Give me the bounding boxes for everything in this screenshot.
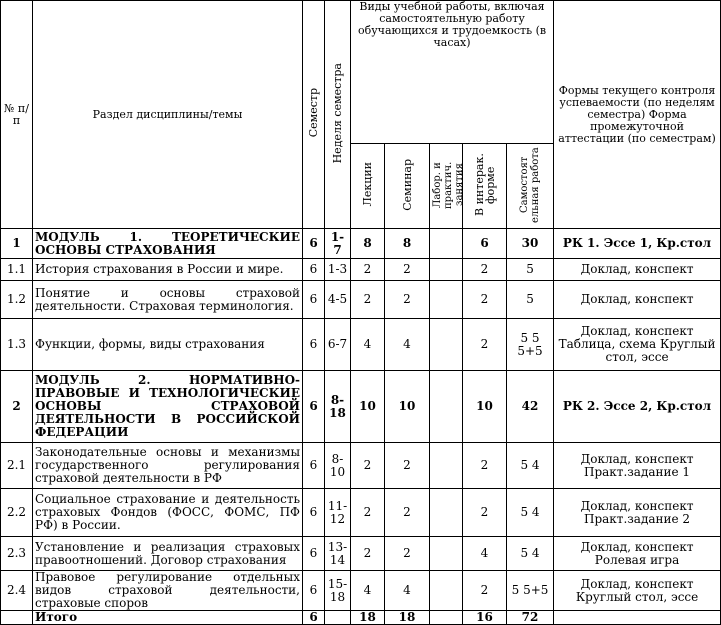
row-lab xyxy=(430,229,463,259)
row-interactive: 6 xyxy=(463,229,507,259)
row-seminar: 2 xyxy=(385,489,430,537)
row-self: 42 xyxy=(507,371,554,443)
row-semester: 6 xyxy=(303,611,325,625)
row-num: 1.1 xyxy=(1,259,33,281)
row-num: 2.4 xyxy=(1,571,33,611)
row-seminar: 4 xyxy=(385,571,430,611)
table-row xyxy=(1,281,721,319)
row-title: Правовое регулирование отдельных видов страховой деятельности, страховые споров xyxy=(33,571,303,611)
row-num: 2.2 xyxy=(1,489,33,537)
row-week: 15-18 xyxy=(325,571,351,611)
row-week: 6-7 xyxy=(325,319,351,371)
table-row xyxy=(1,259,721,281)
row-week: 8-10 xyxy=(325,443,351,489)
header-week: Неделя семестра xyxy=(325,1,351,229)
header-lab: Лабор. и практич. занятия xyxy=(430,144,463,229)
row-lab xyxy=(430,571,463,611)
header-self: Самостоят ельная работа xyxy=(507,144,554,229)
row-lab xyxy=(430,259,463,281)
row-form: Доклад, конспект xyxy=(554,259,721,281)
table-row-total xyxy=(1,611,721,625)
row-interactive: 16 xyxy=(463,611,507,625)
row-interactive: 2 xyxy=(463,443,507,489)
row-semester: 6 xyxy=(303,571,325,611)
row-lab xyxy=(430,537,463,571)
row-week: 4-5 xyxy=(325,281,351,319)
row-lectures: 2 xyxy=(351,281,385,319)
row-interactive: 2 xyxy=(463,281,507,319)
row-self: 30 xyxy=(507,229,554,259)
row-num: 1.2 xyxy=(1,281,33,319)
row-title: Установление и реализация страховых правоотношений. Договор страхования xyxy=(33,537,303,571)
table-row xyxy=(1,537,721,571)
row-lab xyxy=(430,611,463,625)
row-self: 5 4 xyxy=(507,443,554,489)
table-row xyxy=(1,229,721,259)
header-seminar: Семинар xyxy=(385,144,430,229)
row-seminar: 8 xyxy=(385,229,430,259)
row-semester: 6 xyxy=(303,229,325,259)
row-form: Доклад, конспект Круглый стол, эссе xyxy=(554,571,721,611)
row-semester: 6 xyxy=(303,489,325,537)
row-seminar: 10 xyxy=(385,371,430,443)
row-lectures: 2 xyxy=(351,443,385,489)
row-form: РК 2. Эссе 2, Кр.стол xyxy=(554,371,721,443)
row-lectures: 8 xyxy=(351,229,385,259)
row-self: 5 5 5+5 xyxy=(507,319,554,371)
row-self: 72 xyxy=(507,611,554,625)
header-num: № п/п xyxy=(1,1,33,229)
header-interactive: В интерак. форме xyxy=(463,144,507,229)
row-interactive: 4 xyxy=(463,537,507,571)
row-lectures: 2 xyxy=(351,537,385,571)
row-form: Доклад, конспект Практ.задание 2 xyxy=(554,489,721,537)
row-title: МОДУЛЬ 1. ТЕОРЕТИЧЕСКИЕ ОСНОВЫ СТРАХОВАНИЯ xyxy=(33,229,303,259)
row-lab xyxy=(430,443,463,489)
row-lab xyxy=(430,319,463,371)
row-num xyxy=(1,611,33,625)
header-semester: Семестр xyxy=(303,1,325,229)
row-form: Доклад, конспект Ролевая игра xyxy=(554,537,721,571)
row-lectures: 10 xyxy=(351,371,385,443)
row-seminar: 2 xyxy=(385,281,430,319)
row-title: История страхования в России и мире. xyxy=(33,259,303,281)
row-self: 5 5+5 xyxy=(507,571,554,611)
row-num: 2 xyxy=(1,371,33,443)
row-semester: 6 xyxy=(303,259,325,281)
header-row xyxy=(1,1,721,144)
row-self: 5 xyxy=(507,259,554,281)
row-form: Доклад, конспект xyxy=(554,281,721,319)
row-self: 5 xyxy=(507,281,554,319)
header-work-group: Виды учебной работы, включая самостоятельную работу обучающихся и трудоемкость (в часах) xyxy=(351,1,554,144)
row-interactive: 2 xyxy=(463,571,507,611)
row-lectures: 2 xyxy=(351,259,385,281)
row-form: Доклад, конспект Таблица, схема Круглый стол, эссе xyxy=(554,319,721,371)
row-interactive: 2 xyxy=(463,489,507,537)
row-title: Функции, формы, виды страхования xyxy=(33,319,303,371)
row-seminar: 2 xyxy=(385,537,430,571)
row-semester: 6 xyxy=(303,371,325,443)
row-title: Законодательные основы и механизмы государственного регулирования страховой деятельности в РФ xyxy=(33,443,303,489)
row-interactive: 10 xyxy=(463,371,507,443)
row-semester: 6 xyxy=(303,319,325,371)
row-lectures: 18 xyxy=(351,611,385,625)
row-interactive: 2 xyxy=(463,319,507,371)
row-title: Понятие и основы страховой деятельности. Страховая терминология. xyxy=(33,281,303,319)
row-lectures: 4 xyxy=(351,319,385,371)
row-form: РК 1. Эссе 1, Кр.стол xyxy=(554,229,721,259)
row-week: 8-18 xyxy=(325,371,351,443)
row-semester: 6 xyxy=(303,537,325,571)
row-title: Социальное страхование и деятельность страховых Фондов (ФОСС, ФОМС, ПФ РФ) в России. xyxy=(33,489,303,537)
table-row xyxy=(1,571,721,611)
row-form xyxy=(554,611,721,625)
row-title: МОДУЛЬ 2. НОРМАТИВНО-ПРАВОВЫЕ И ТЕХНОЛОГИЧЕСКИЕ ОСНОВЫ СТРАХОВОЙ ДЕЯТЕЛЬНОСТИ В РОССИЙСКОЙ ФЕДЕРАЦИИ xyxy=(33,371,303,443)
row-lab xyxy=(430,489,463,537)
row-seminar: 18 xyxy=(385,611,430,625)
row-seminar: 2 xyxy=(385,259,430,281)
header-forms: Формы текущего контроля успеваемости (по неделям семестра) Форма промежуточной аттестации (по семестрам) xyxy=(554,1,721,229)
row-lectures: 4 xyxy=(351,571,385,611)
header-section: Раздел дисциплины/темы xyxy=(33,1,303,229)
row-title: Итого xyxy=(33,611,303,625)
row-week: 13-14 xyxy=(325,537,351,571)
row-seminar: 4 xyxy=(385,319,430,371)
table-row xyxy=(1,371,721,443)
table-row xyxy=(1,489,721,537)
row-week: 1-3 xyxy=(325,259,351,281)
row-lectures: 2 xyxy=(351,489,385,537)
row-week xyxy=(325,611,351,625)
row-lab xyxy=(430,281,463,319)
row-week: 1-7 xyxy=(325,229,351,259)
header-lectures: Лекции xyxy=(351,144,385,229)
row-week: 11-12 xyxy=(325,489,351,537)
row-num: 2.1 xyxy=(1,443,33,489)
row-form: Доклад, конспект Практ.задание 1 xyxy=(554,443,721,489)
row-num: 1.3 xyxy=(1,319,33,371)
table-row xyxy=(1,319,721,371)
row-self: 5 4 xyxy=(507,537,554,571)
row-semester: 6 xyxy=(303,443,325,489)
row-num: 2.3 xyxy=(1,537,33,571)
row-interactive: 2 xyxy=(463,259,507,281)
row-num: 1 xyxy=(1,229,33,259)
table-row xyxy=(1,443,721,489)
row-self: 5 4 xyxy=(507,489,554,537)
row-lab xyxy=(430,371,463,443)
row-seminar: 2 xyxy=(385,443,430,489)
row-semester: 6 xyxy=(303,281,325,319)
